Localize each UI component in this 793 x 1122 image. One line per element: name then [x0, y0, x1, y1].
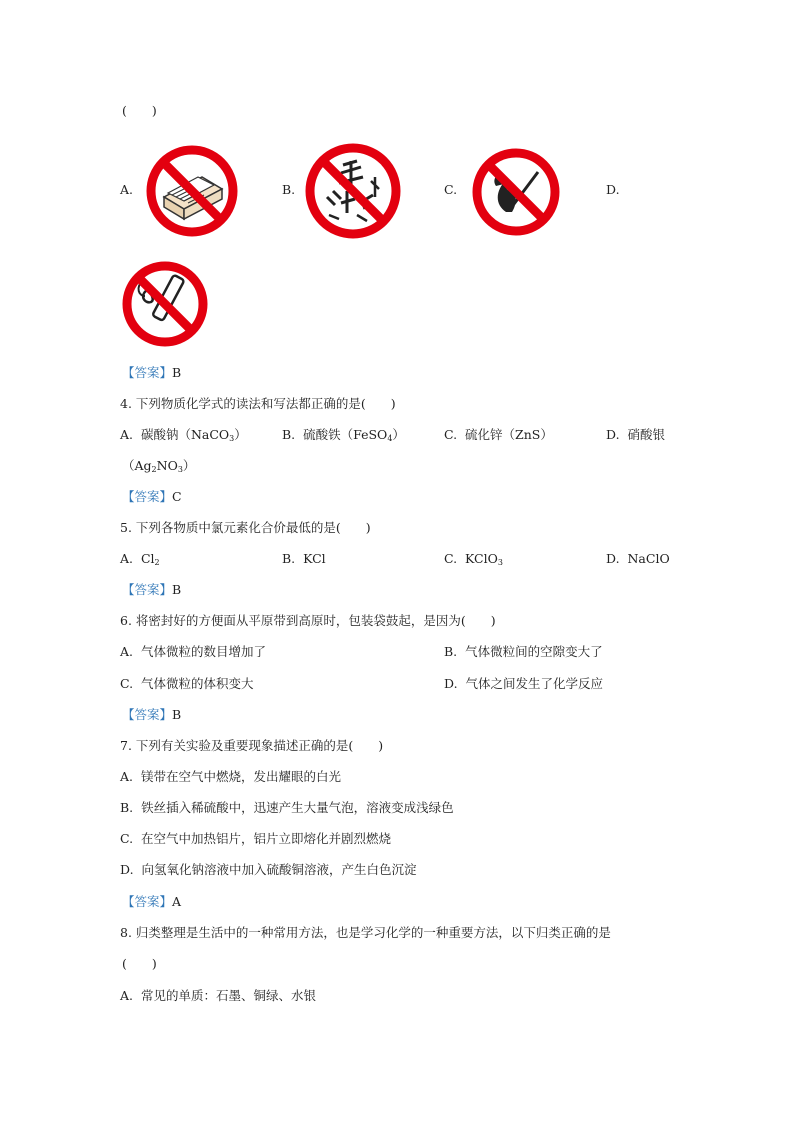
- answer-value: A: [172, 894, 182, 909]
- q3-option-a-letter: A.: [120, 182, 134, 197]
- q4-stem: 4. 下列物质化学式的读法和写法都正确的是( ): [120, 396, 396, 411]
- q6-stem: 6. 将密封好的方便面从平原带到高原时，包装袋鼓起，是因为( ): [120, 613, 496, 628]
- q7-stem: 7. 下列有关实验及重要现象描述正确的是( ): [120, 738, 384, 753]
- q8-stem: 8. 归类整理是生活中的一种常用方法，也是学习化学的一种重要方法，以下归类正确的是: [120, 925, 611, 940]
- q6-option-a: A. 气体微粒的数目增加了: [120, 644, 266, 659]
- q5-option-a: A. $Cl_2$: [120, 551, 160, 567]
- q7-option-b: B. 铁丝插入稀硫酸中，迅速产生大量气泡，溶液变成浅绿色: [120, 800, 454, 815]
- q8-stem-tail: ( ): [122, 956, 157, 971]
- q6-option-b: B. 气体微粒间的空隙变大了: [444, 644, 603, 659]
- q3-stem-tail: ( ): [122, 103, 157, 118]
- answer-tag: 【答案】: [122, 894, 173, 909]
- answer-value: B: [172, 365, 182, 380]
- no-open-flame-icon: [470, 146, 562, 238]
- q6-answer: [122, 706, 181, 724]
- answer-value: B: [172, 582, 182, 597]
- answer-tag: 【答案】: [122, 365, 173, 380]
- q5-option-d: D. NaClO: [606, 551, 670, 566]
- q5-stem: 5. 下列各物质中氯元素化合价最低的是( ): [120, 520, 371, 535]
- q3-option-c-letter: C.: [444, 182, 458, 197]
- q4-option-a: A. 碳酸钠（NaCO$_3$）: [120, 427, 247, 443]
- q8-option-a: A. 常见的单质：石墨、铜绿、水银: [120, 988, 316, 1003]
- answer-value: C: [172, 489, 182, 504]
- q4-answer: [122, 488, 182, 506]
- answer-tag: 【答案】: [122, 707, 173, 722]
- q3-option-d-letter: D.: [606, 182, 620, 197]
- q4-option-d: D. 硝酸银: [606, 427, 665, 442]
- no-matches-icon: [144, 143, 240, 239]
- q7-answer: [122, 893, 181, 911]
- q3-answer: [122, 364, 181, 382]
- q7-option-c: C. 在空气中加热铝片，铝片立即熔化并剧烈燃烧: [120, 831, 392, 846]
- no-firecrackers-icon: [303, 141, 403, 241]
- q4-option-b: B. 硫酸铁（FeSO$_4$）: [282, 427, 405, 443]
- q5-answer: [122, 581, 181, 599]
- no-smoking-icon: [120, 259, 210, 349]
- q4-option-d-cont: $(Ag_2NO_3)$: [122, 458, 196, 474]
- q7-option-a: A. 镁带在空气中燃烧，发出耀眼的白光: [120, 769, 341, 784]
- q6-option-c: C. 气体微粒的体积变大: [120, 676, 254, 691]
- q3-option-b-letter: B.: [282, 182, 296, 197]
- q6-option-d: D. 气体之间发生了化学反应: [444, 676, 603, 691]
- answer-tag: 【答案】: [122, 489, 173, 504]
- answer-value: B: [172, 707, 182, 722]
- q4-option-c: C. 硫化锌（ZnS）: [444, 427, 553, 442]
- q7-option-d: D. 向氢氧化钠溶液中加入硫酸铜溶液，产生白色沉淀: [120, 862, 417, 877]
- answer-tag: 【答案】: [122, 582, 173, 597]
- q5-option-b: B. KCl: [282, 551, 326, 566]
- q5-option-c: C. KClO$_3$: [444, 551, 503, 567]
